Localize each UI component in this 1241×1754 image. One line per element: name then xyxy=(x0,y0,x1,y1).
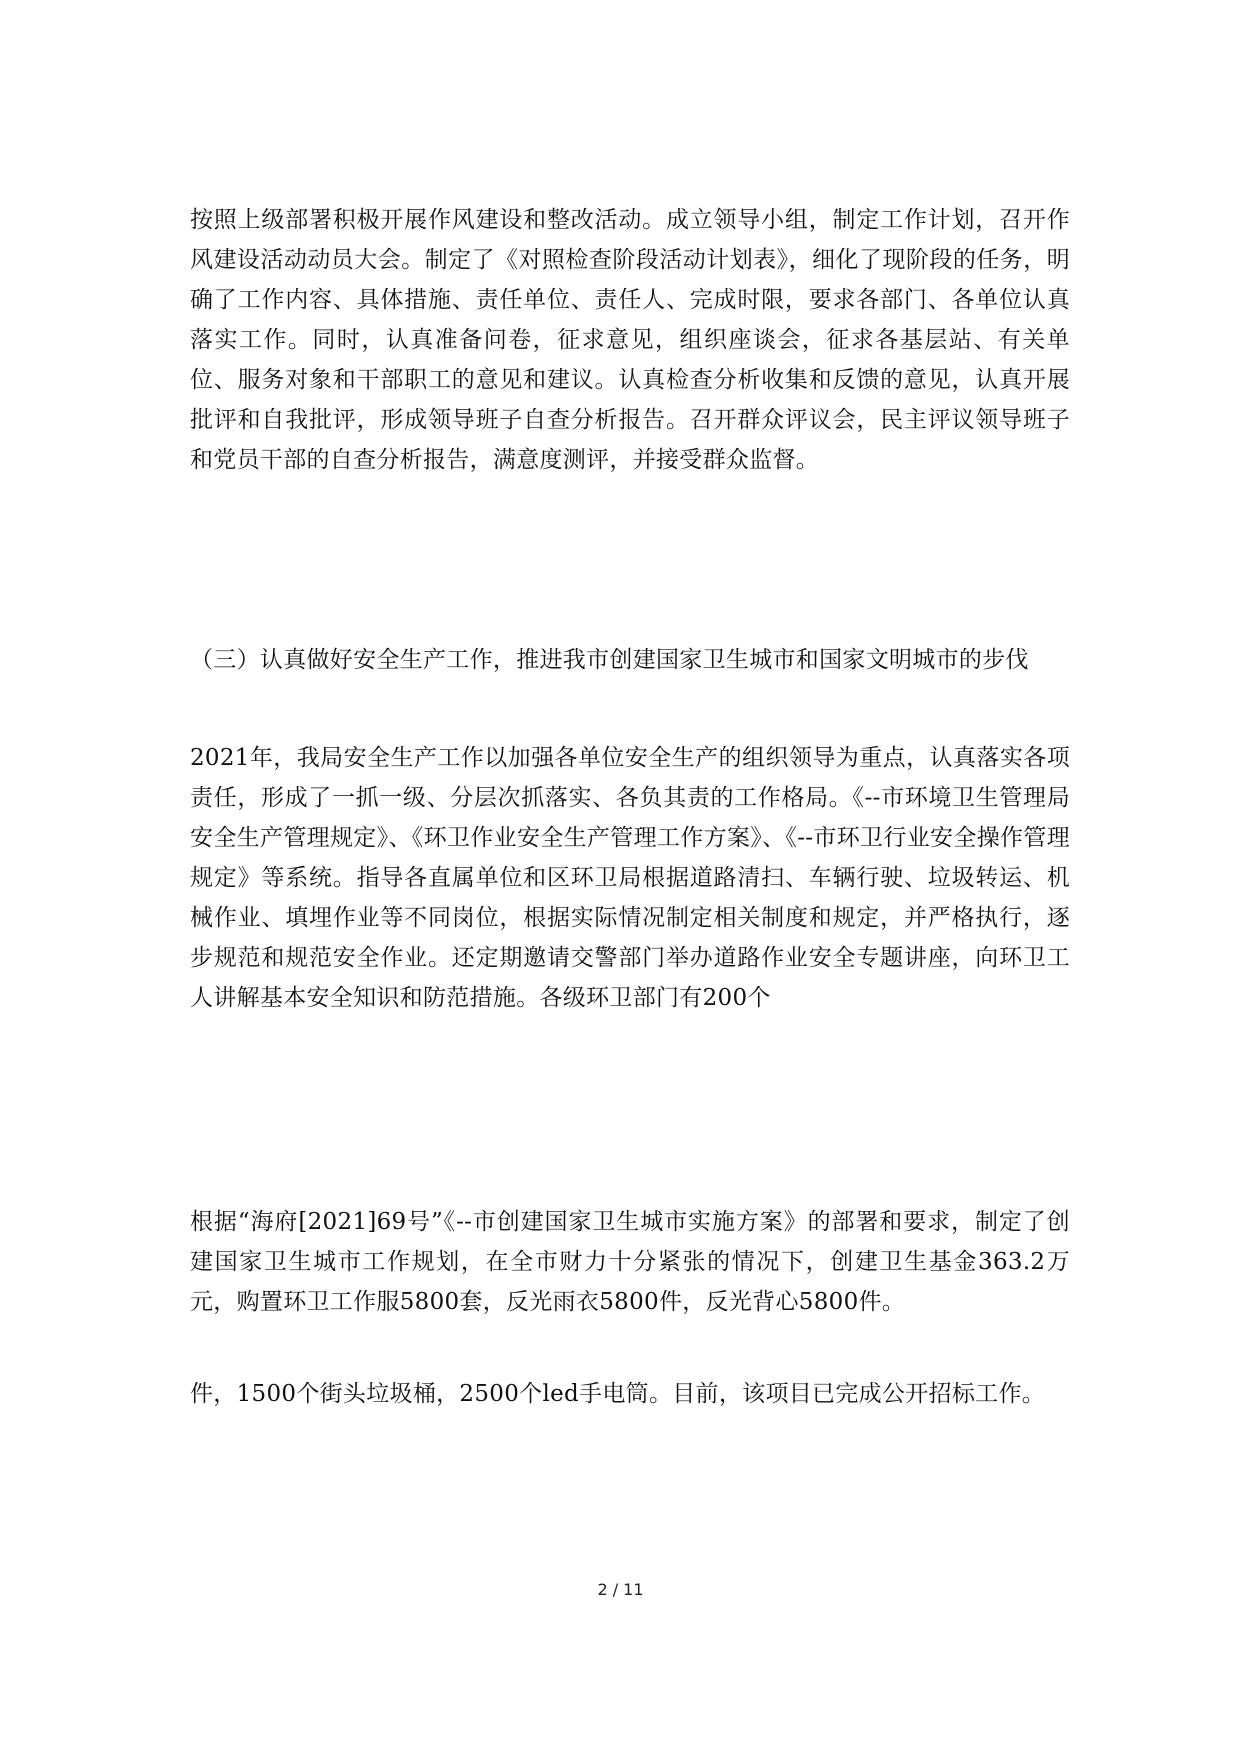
paragraph-health-city-plan: 根据“海府[2021]69号”《--市创建国家卫生城市实施方案》的部署和要求，制定了创建国家卫生城市工作规划，在全市财力十分紧张的情况下，创建卫生基金363.2万元，购置环卫工作服5800套，反光雨衣5800件，反光背心5800件。 xyxy=(190,1209,1070,1315)
paragraph-procurement: 件，1500个街头垃圾桶，2500个led手电筒。目前，该项目已完成公开招标工作。 xyxy=(190,1381,1046,1407)
page-number: 2 / 11 xyxy=(597,1580,644,1599)
paragraph-safety-production: 2021年，我局安全生产工作以加强各单位安全生产的组织领导为重点，认真落实各项责任，形成了一抓一级、分层次抓落实、各负其责的工作格局。《--市环境卫生管理局安全生产管理规定》、《环卫作业安全生产管理工作方案》、《--市环卫行业安全操作管理规定》等系统。指导各直属单位和区环卫局根据道路清扫、车辆行驶、垃圾转运、机械作业、填埋作业等不同岗位，根据实际情况制定相关制度和规定，并严格执行，逐步规范和规范安全作业。还定期邀请交警部门举办道路作业安全专题讲座，向环卫工人讲解基本安全知识和防范措施。各级环卫部门有200个 xyxy=(190,745,1070,1011)
paragraph-rectification: 按照上级部署积极开展作风建设和整改活动。成立领导小组，制定工作计划，召开作风建设活动动员大会。制定了《对照检查阶段活动计划表》，细化了现阶段的任务，明确了工作内容、具体措施、责任单位、责任人、完成时限，要求各部门、各单位认真落实工作。同时，认真准备问卷，征求意见，组织座谈会，征求各基层站、有关单位、服务对象和干部职工的意见和建议。认真检查分析收集和反馈的意见，认真开展批评和自我批评，形成领导班子自查分析报告。召开群众评议会，民主评议领导班子和党员干部的自查分析报告，满意度测评，并接受群众监督。 xyxy=(190,207,1070,473)
section-heading-safety: （三）认真做好安全生产工作，推进我市创建国家卫生城市和国家文明城市的步伐 xyxy=(190,647,1029,673)
